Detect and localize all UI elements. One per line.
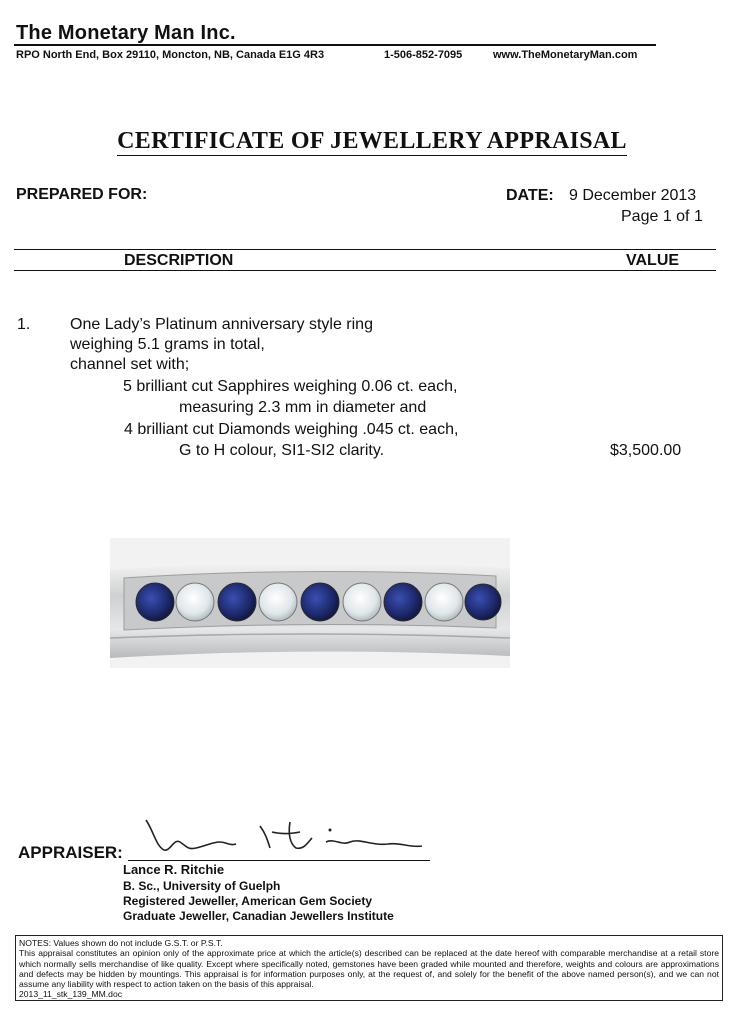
appraiser-name: Lance R. Ritchie xyxy=(123,862,225,877)
appraiser-signature xyxy=(140,812,440,862)
signature-line xyxy=(128,860,430,861)
notes-file-name: 2013_11_stk_139_MM.doc xyxy=(19,989,123,1000)
value-header: VALUE xyxy=(626,252,680,269)
company-address: RPO North End, Box 29110, Moncton, NB, Canada E1G 4R3 xyxy=(16,49,325,61)
date-value: 9 December 2013 xyxy=(569,187,697,204)
item-value: $3,500.00 xyxy=(610,442,682,459)
item-line: channel set with; xyxy=(70,356,190,373)
item-line: measuring 2.3 mm in diameter and xyxy=(179,399,427,416)
item-line: 4 brilliant cut Diamonds weighing .045 ct. each, xyxy=(124,421,459,438)
company-name: The Monetary Man Inc. xyxy=(16,22,236,44)
item-line: weighing 5.1 grams in total, xyxy=(70,336,265,353)
certificate-title: CERTIFICATE OF JEWELLERY APPRAISAL xyxy=(117,128,627,154)
appraiser-label: APPRAISER: xyxy=(18,843,123,862)
item-number: 1. xyxy=(17,316,31,333)
company-website: www.TheMonetaryMan.com xyxy=(493,49,638,61)
appraiser-credential: Registered Jeweller, American Gem Society xyxy=(123,894,373,908)
description-header: DESCRIPTION xyxy=(124,252,234,269)
date-label: DATE: xyxy=(506,187,554,204)
ring-image xyxy=(110,538,510,668)
gemstones xyxy=(136,583,501,621)
page-info: Page 1 of 1 xyxy=(621,208,703,225)
prepared-for-label: PREPARED FOR: xyxy=(16,186,148,203)
notes-body: This appraisal constitutes an opinion only of the approximate price at which the article(s) described can be replaced at the date hereof with comparable merchandise at a retail store which normally sells merchandise of like quality. Except where specifically noted, gemstones have been graded while mounted and therefore, weights and colours are approximations and defects may be hidden by mountings. This appraisal is for information purposes only, at the request of, and solely for the benefit of the above named person(s), and we can not assume any liability with respect to action taken on the basis of this appraisal. xyxy=(19,948,719,990)
description-rule-top xyxy=(14,249,716,250)
appraiser-credential: Graduate Jeweller, Canadian Jewellers Institute xyxy=(123,909,394,923)
item-line: 5 brilliant cut Sapphires weighing 0.06 ct. each, xyxy=(123,378,458,395)
description-rule-bottom xyxy=(14,270,716,271)
item-line: G to H colour, SI1-SI2 clarity. xyxy=(179,442,385,459)
header-rule xyxy=(14,44,656,46)
item-line: One Lady’s Platinum anniversary style ring xyxy=(70,316,373,333)
notes-heading: NOTES: Values shown do not include G.S.T. or P.S.T. xyxy=(19,938,223,948)
appraiser-credential: B. Sc., University of Guelph xyxy=(123,879,281,893)
notes-box xyxy=(15,935,723,1001)
company-phone: 1-506-852-7095 xyxy=(384,49,463,61)
